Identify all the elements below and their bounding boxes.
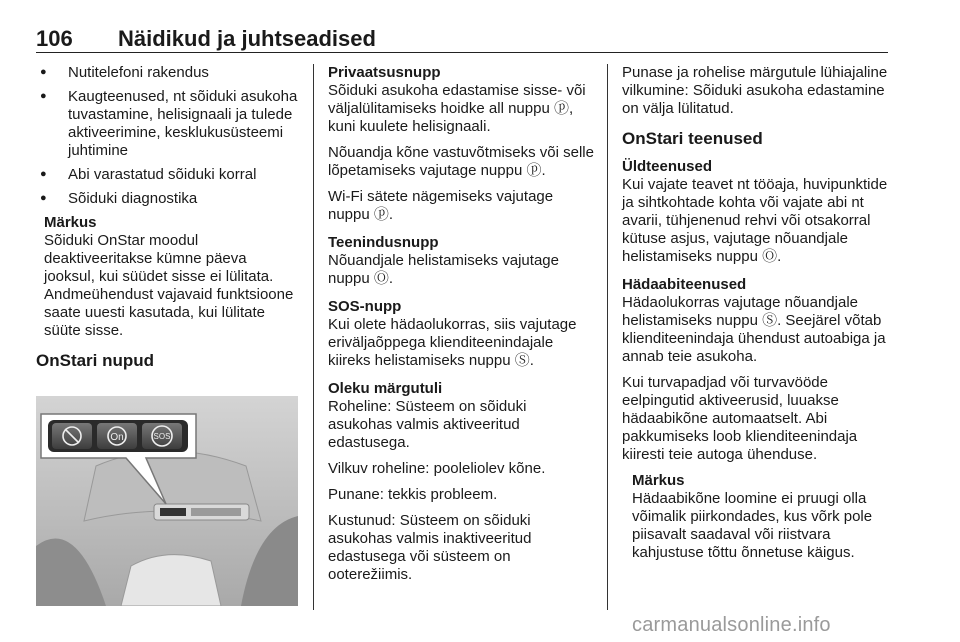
list-item: ● Sõiduki diagnostika (36, 190, 298, 208)
note-title: Märkus (632, 472, 685, 489)
page-number: 106 (36, 26, 73, 51)
paragraph: Punase ja rohelise märgutule lühiajaline vilkumine: Sõiduki asukoha edastamine on välja lülitatud. (622, 64, 888, 117)
section-title: OnStari nupud (36, 351, 155, 370)
emergency-title: Hädaabiteenused (622, 276, 747, 293)
paragraph: Wi-Fi sätete nägemiseks vajutage nuppu ⓟ. (328, 188, 554, 223)
column-divider (607, 64, 608, 610)
note-box (44, 214, 298, 340)
paragraph: Kui turvapadjad või turvavööde eelpingutid aktiveerusid, luuakse hädaabikõne automaatselt. Abi pakkumiseks loob klienditeenindaja kiiresti teie autoga ühenduse. (622, 374, 858, 463)
paragraph: Kustunud: Süsteem on sõiduki asukohas valmis inaktiveeritud edastusega või süsteem on ooterežiimis. (328, 512, 532, 583)
column-right (622, 64, 890, 562)
page-title: Näidikud ja juhtseadised (118, 26, 376, 51)
list-item: ● Kaugteenused, nt sõiduki asukoha tuvastamine, helisignaali ja tulede aktiveerimine, kesklukusüsteemi juhtimine (36, 88, 298, 160)
page-header (36, 22, 888, 53)
general-title: Üldteenused (622, 158, 713, 175)
note-title: Märkus (44, 214, 97, 231)
paragraph: Kui olete hädaolukorras, siis vajutage eriväljaõppega klienditeenindajale kiireks helistamiseks nuppu Ⓢ. (328, 316, 577, 369)
service-title: Teenindusnupp (328, 234, 439, 251)
column-middle (328, 64, 594, 592)
paragraph: Roheline: Süsteem on sõiduki asukohas valmis aktiveeritud edastusega. (328, 398, 527, 451)
paragraph: Kui vajate teavet nt tööaja, huvipunktide ja sihtkohtade kohta või vajate abi nt avarii, tühjenenud rehvi või otsakorral kütuse asjus, vajutage nõuandjale helistamiseks nuppu Ⓞ. (622, 176, 888, 265)
watermark: carmanualsonline.info (632, 614, 831, 636)
paragraph: Sõiduki asukoha edastamise sisse- või väljalülitamiseks hoidke all nuppu ⓟ, kuni kuulete helisignaali. (328, 82, 586, 135)
list-item: ● Nutitelefoni rakendus (36, 64, 298, 82)
status-title: Oleku märgutuli (328, 380, 443, 397)
sos-button-label: SOS (153, 432, 171, 441)
onstar-buttons-figure (36, 396, 298, 606)
privacy-title: Privaatsusnupp (328, 64, 441, 81)
column-left (36, 64, 298, 380)
paragraph: Vilkuv roheline: pooleliolev kõne. (328, 460, 546, 477)
paragraph: Hädaolukorras vajutage nõuandjale helistamiseks nuppu Ⓢ. Seejärel võtab klienditeenindaja ühendust autoabiga ja annab teie asukoha. (622, 294, 886, 365)
note-box (632, 472, 890, 562)
paragraph: Nõuandja kõne vastuvõtmiseks või selle lõpetamiseks vajutage nuppu ⓟ. (328, 144, 594, 179)
section-title: OnStari teenused (622, 129, 763, 148)
note-text: Sõiduki OnStar moodul deaktiveeritakse kümne päeva jooksul, kui süüdet sisse ei lülitata. Andmeühendust vajavaid funktsioone saate uuesti kasutada, kui lülitate süüte sisse. (44, 232, 294, 339)
note-text: Hädaabikõne loomine ei pruugi olla võimalik piirkondades, kus võrk pole piisavalt saadaval või riistvara kahjustuse tõttu õnnetuse käigus. (632, 490, 873, 561)
column-divider (313, 64, 314, 610)
paragraph: Punane: tekkis probleem. (328, 486, 498, 503)
list-item: ● Abi varastatud sõiduki korral (36, 166, 298, 184)
sos-title: SOS-nupp (328, 298, 402, 315)
onstar-buttons-illustration (36, 396, 298, 606)
paragraph: Nõuandjale helistamiseks vajutage nuppu Ⓞ. (328, 252, 559, 287)
on-button-label: On (110, 432, 124, 443)
